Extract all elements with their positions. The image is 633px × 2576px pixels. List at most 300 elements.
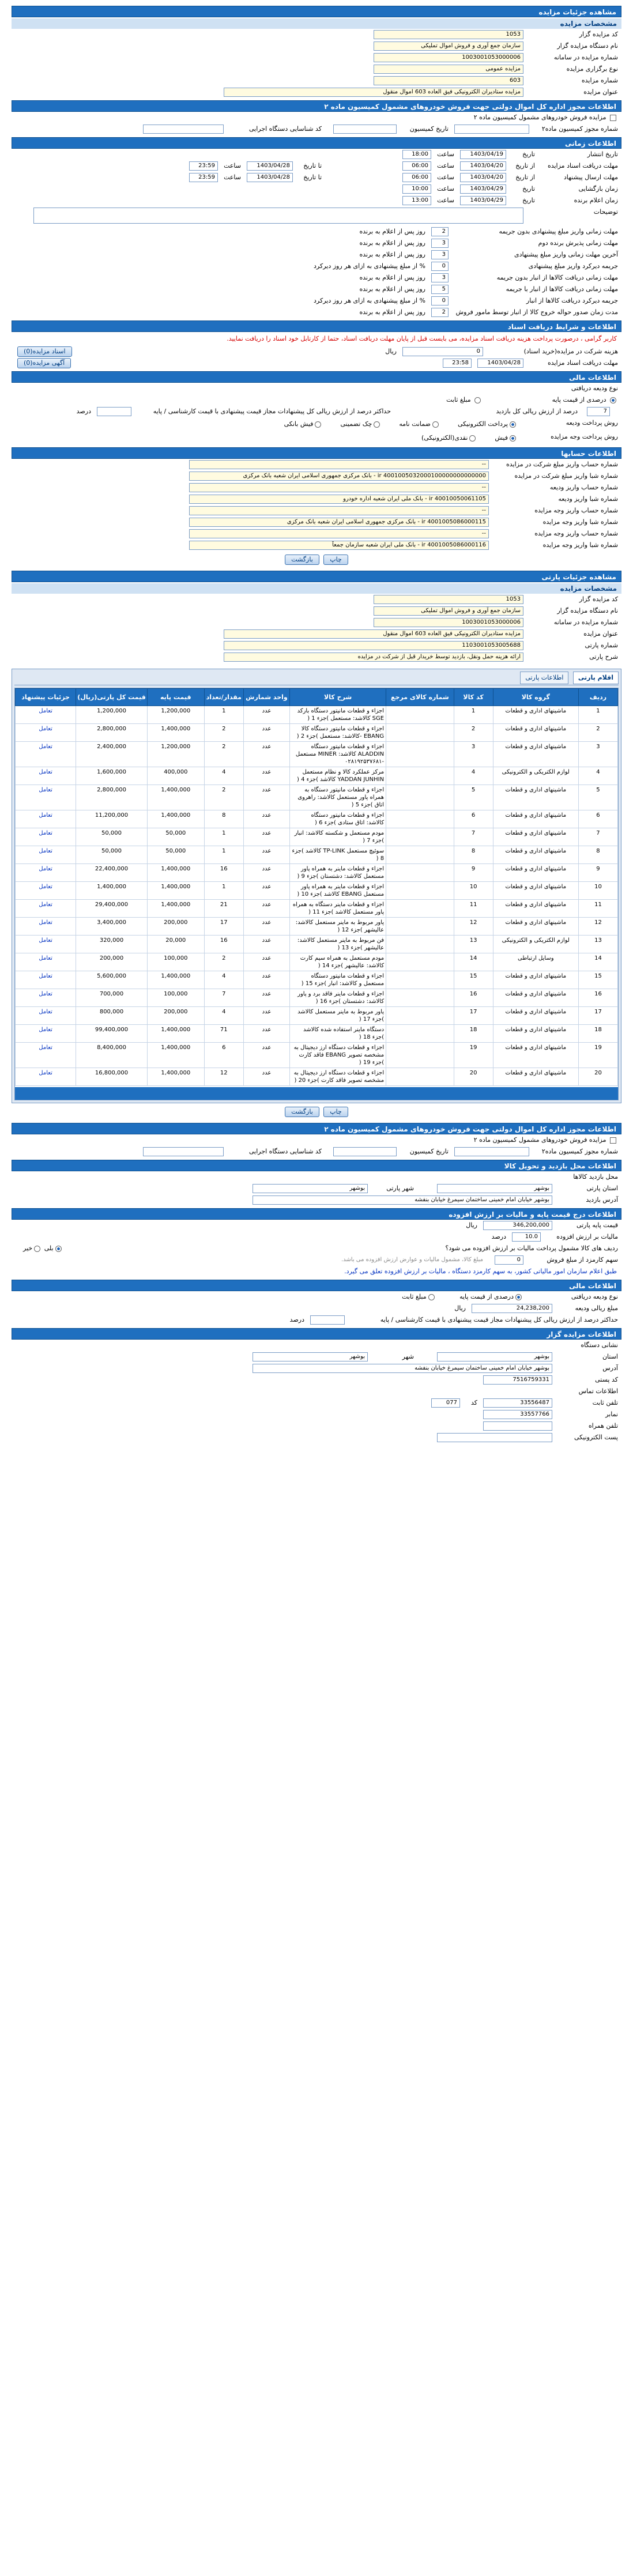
account-value: --: [189, 460, 489, 469]
table-cell: [386, 724, 454, 742]
table-cell: عدد: [243, 900, 289, 918]
finance2-fixed-radio[interactable]: [428, 1294, 435, 1300]
table-cell: 1,400,000: [147, 724, 204, 742]
account-label: شماره شبا واریز وجه مزایده: [542, 541, 618, 549]
table-cell: [386, 767, 454, 785]
province-label: استان پارتی: [586, 1185, 618, 1192]
table-cell: عدد: [243, 767, 289, 785]
table-cell: 800,000: [76, 1007, 148, 1025]
accounts-return-button[interactable]: بازگشت: [285, 555, 319, 565]
table-cell: [386, 810, 454, 828]
table-header-cell: جزئیات پیشنهاد: [16, 689, 76, 706]
party-field-row: [12, 605, 621, 617]
bottom-controls: [12, 1103, 621, 1121]
table-cell: 7: [578, 828, 617, 846]
pay2-method-radio[interactable]: [469, 435, 476, 442]
contact-province-label: استان: [602, 1353, 618, 1360]
license2-checkbox[interactable]: [610, 1137, 616, 1144]
license2-check-row: [12, 1134, 621, 1146]
license-check-label: مزایده فروش خودروهای مشمول کمیسیون ماده ۲: [473, 114, 606, 121]
percent-unit-label: درصد از ارزش ریالی کل بازدید: [496, 408, 578, 415]
table-cell: [386, 742, 454, 767]
timing-row: [12, 183, 621, 195]
row-action-link[interactable]: تعامل: [16, 953, 76, 971]
account-fields: [12, 459, 621, 551]
table-row: [16, 767, 618, 785]
table-cell: 1,400,000: [147, 1068, 204, 1086]
account-label: شماره شبا واریز مبلغ شرکت در مزایده: [514, 472, 618, 480]
timing-time-word: ساعت: [437, 162, 454, 169]
table-cell: 20: [454, 1068, 493, 1086]
finance2-percent-sign: درصد: [289, 1316, 304, 1323]
auction-field-label: نام دستگاه مزایده گزار: [557, 42, 618, 50]
contact-province-row: [12, 1351, 621, 1363]
table-cell: 17: [454, 1007, 493, 1025]
location-province-row: [12, 1183, 621, 1194]
account-label: شماره شبا واریز وجه مزایده: [542, 518, 618, 526]
party-field-row: [12, 594, 621, 605]
postal-field: 7516759331: [483, 1375, 552, 1385]
table-cell: [386, 936, 454, 953]
row-action-link[interactable]: تعامل: [16, 971, 76, 989]
row-action-link[interactable]: تعامل: [16, 864, 76, 882]
deadline-row: [12, 249, 621, 261]
visit-label: محل بازدید کالاها: [573, 1173, 618, 1180]
deadline-row: [12, 261, 621, 272]
table-cell: 99,400,000: [76, 1025, 148, 1043]
row-action-link[interactable]: تعامل: [16, 882, 76, 900]
percent-radio-label: درصدی از قیمت پایه: [552, 396, 606, 403]
account-row: [12, 528, 621, 540]
table-cell: 6: [578, 810, 617, 828]
vat-field: 10.0: [512, 1232, 541, 1242]
table-cell: مودم مستعمل به همراه سیم کارت کالاشد: عالیشهر )جزء 14 (: [290, 953, 386, 971]
table-cell: 3: [578, 742, 617, 767]
contact-address-field: بوشهر خیابان امام خمینی ساختمان سیمرغ خیابان بنفشه: [253, 1364, 552, 1373]
timing-time-word: ساعت: [437, 185, 454, 193]
bottom-return-button[interactable]: بازگشت: [285, 1107, 319, 1117]
table-cell: 22,400,000: [76, 864, 148, 882]
timing-from-word: از تاریخ: [515, 162, 535, 169]
timing-time-word: ساعت: [437, 174, 454, 181]
row-action-link[interactable]: تعامل: [16, 767, 76, 785]
table-cell: [386, 828, 454, 846]
auction-field-value: 1053: [374, 30, 523, 39]
pay-method-radio[interactable]: [374, 421, 380, 428]
email-field[interactable]: [437, 1433, 552, 1442]
percent-radio[interactable]: [610, 397, 616, 403]
row-action-link[interactable]: تعامل: [16, 828, 76, 846]
max-percent-sign: درصد: [76, 408, 91, 415]
max-percent-field[interactable]: [97, 407, 131, 416]
deadline-value: 2: [431, 227, 449, 236]
table-cell: [386, 706, 454, 724]
table-cell: 8,400,000: [76, 1043, 148, 1068]
address-field: بوشهر خیابان امام خمینی ساختمان سیمرغ خیابان بنفشه: [253, 1195, 552, 1205]
license2-code-field[interactable]: [143, 1147, 224, 1156]
vat-question-row: [12, 1243, 621, 1254]
table-cell: 2: [204, 953, 243, 971]
row-action-link[interactable]: تعامل: [16, 706, 76, 724]
license-date-field[interactable]: [333, 125, 397, 134]
table-row: [16, 1025, 618, 1043]
table-cell: 100,000: [147, 989, 204, 1007]
timing-date: 1403/04/29: [460, 184, 506, 194]
vat-note: مبلغ کالا، مشمول مالیات و عوارض ارزش افزوده می باشد.: [341, 1257, 483, 1263]
table-cell: سوئیچ مستعمل TP-LINK کالاشد )جزء 8 (: [290, 846, 386, 864]
phone-label: تلفن ثابت: [592, 1399, 618, 1406]
row-action-link[interactable]: تعامل: [16, 1043, 76, 1068]
deadline-row: [12, 272, 621, 284]
fixed-radio[interactable]: [474, 397, 481, 403]
vat-yes-label: بلی: [44, 1244, 54, 1252]
base-price-currency: ریال: [466, 1221, 477, 1229]
table-cell: اجزاء و قطعات دستگاه ارز دیجیتال به مشخصه تصویر EBANG فاقد کارت )جزء 19 (: [290, 1043, 386, 1068]
finance-pay2-row: [12, 431, 621, 445]
auction-fields: [12, 29, 621, 98]
deadline-label: مهلت زمانی دریافت کالاها از انبار با جریمه: [506, 285, 618, 293]
account-value: ir 4001005086000115 - بانک مرکزی جمهوری اسلامی ایران شعبه بانک مرکزی: [189, 518, 489, 527]
table-header-cell: مقدار/تعداد: [204, 689, 243, 706]
docs-warning: کاربر گرامی ، درصورت پرداخت هزینه دریافت اسناد مزایده، می بایست قبل از پایان مهلت دریافت اسناد، حتما از کارتابل خود اسناد را دریافت نمایید.: [227, 335, 617, 342]
finance2-percent-label: درصدی از قیمت پایه: [459, 1293, 514, 1300]
table-cell: 1: [204, 706, 243, 724]
account-label: شماره شبا واریز ودیعه: [558, 495, 618, 503]
auction-field-label: کد مزایده گزار: [579, 31, 618, 38]
deadline-row: [12, 307, 621, 318]
timing-time-word: ساعت: [224, 162, 241, 169]
email-label: پست الکترونیکی: [574, 1434, 618, 1441]
finance2-guarantee-label: نوع ودیعه دریافتی: [571, 1293, 618, 1300]
table-cell: 50,000: [147, 846, 204, 864]
deadline-value: 0: [431, 262, 449, 271]
max-percent-label: حداکثر درصد از ارزش ریالی کل پیشنهادات مجاز قیمت پیشنهادی با قیمت کارشناسی / پایه: [153, 408, 391, 415]
finance2-amount-row: [12, 1303, 621, 1314]
row-action-link[interactable]: تعامل: [16, 1068, 76, 1086]
deadline-label: مهلت زمانی دریافت کالاها از انبار بدون جریمه: [496, 274, 618, 281]
table-cell: ماشینهای اداری و قطعات: [493, 882, 578, 900]
party-field-value: 1003001053000006: [374, 618, 523, 627]
tab-bar: [14, 672, 619, 685]
table-cell: فن مربوط به ماینر مستعمل کالاشد: عالیشهر )جزء 13 (: [290, 936, 386, 953]
pay-method-label: روش پرداخت ودیعه: [566, 419, 618, 427]
party-field-label: شماره مزایده در سامانه: [553, 618, 618, 626]
auction-field-label: عنوان مزایده: [583, 88, 618, 96]
timing-time: 13:00: [402, 196, 431, 205]
table-cell: 16: [454, 989, 493, 1007]
party-field-label: شماره پارتی: [585, 642, 618, 649]
table-cell: اجزاء و قطعات مانیتور دستگاه به همراه پاور مستعمل کالاشد: راهروی اتاق )جزء 5 (: [290, 785, 386, 810]
table-cell: 4: [454, 767, 493, 785]
table-cell: 2: [578, 724, 617, 742]
table-row: [16, 810, 618, 828]
row-action-link[interactable]: تعامل: [16, 846, 76, 864]
table-cell: 5,600,000: [76, 971, 148, 989]
table-cell: 17: [578, 1007, 617, 1025]
table-row: [16, 742, 618, 767]
pay-method-radio[interactable]: [510, 421, 516, 428]
contact-address-row: [12, 1363, 621, 1374]
contact-city-field: بوشهر: [253, 1352, 368, 1361]
finance2-amount-label: مبلغ ریالی ودیعه: [575, 1304, 618, 1312]
account-value: --: [189, 506, 489, 515]
row-action-link[interactable]: تعامل: [16, 724, 76, 742]
items-table: [15, 688, 618, 1086]
license2-code-label: کد شناسایی دستگاه اجرایی: [248, 1148, 322, 1155]
table-cell: 3: [454, 742, 493, 767]
table-cell: 1: [578, 706, 617, 724]
mobile-row: [12, 1420, 621, 1432]
table-cell: مودم مستعمل و شکسته کالاشد: انبار )جزء 7 (: [290, 828, 386, 846]
party-field-row: [12, 617, 621, 628]
table-cell: ماشینهای اداری و قطعات: [493, 900, 578, 918]
deadline-row: [12, 237, 621, 249]
party-tabs-panel: [12, 669, 621, 1103]
row-action-link[interactable]: تعامل: [16, 900, 76, 918]
table-cell: ماشینهای اداری و قطعات: [493, 864, 578, 882]
deadline-row: [12, 284, 621, 295]
table-cell: 4: [204, 971, 243, 989]
bottom-print-button[interactable]: چاپ: [323, 1107, 348, 1117]
table-cell: 12: [578, 918, 617, 936]
phone-field: 33556487: [483, 1398, 552, 1408]
table-cell: عدد: [243, 953, 289, 971]
share-label: سهم کارمزد از مبلغ فروش: [547, 1256, 618, 1264]
timing-date-word: تاریخ: [522, 185, 535, 193]
table-cell: عدد: [243, 918, 289, 936]
pay-method-radio[interactable]: [432, 421, 439, 428]
table-cell: 16: [204, 864, 243, 882]
accounts-controls: [12, 551, 621, 568]
mobile-field[interactable]: [483, 1421, 552, 1431]
table-cell: 10: [454, 882, 493, 900]
tab-party-info[interactable]: اطلاعات پارتی: [520, 672, 568, 684]
tab-items[interactable]: اقلام پارتی: [573, 672, 619, 684]
row-action-link[interactable]: تعامل: [16, 742, 76, 767]
party-header: مشاهده جزئیات پارتی: [12, 571, 621, 582]
party-subheader: مشخصات مزایده: [12, 583, 621, 594]
table-cell: 19: [578, 1043, 617, 1068]
party-field-value: سازمان جمع آوری و فروش اموال تملیکی: [374, 606, 523, 616]
table-cell: [386, 989, 454, 1007]
table-row: [16, 989, 618, 1007]
contact-info-label: اطلاعات تماس: [578, 1387, 618, 1395]
pay-method-radio[interactable]: [315, 421, 321, 428]
table-cell: 16,800,000: [76, 1068, 148, 1086]
grid-footer: [15, 1087, 618, 1100]
docs-deadline-date: 1403/04/28: [477, 359, 523, 368]
accounts-header: اطلاعات حسابها: [12, 447, 621, 459]
account-row: [12, 482, 621, 493]
account-value: --: [189, 529, 489, 538]
table-row: [16, 864, 618, 882]
row-action-link[interactable]: تعامل: [16, 989, 76, 1007]
auction-field-value: 603: [374, 76, 523, 85]
contact-province-field: بوشهر: [437, 1352, 552, 1361]
vat-no-radio[interactable]: [34, 1246, 40, 1252]
table-cell: لوازم الکتریکی و الکترونیکی: [493, 936, 578, 953]
pay2-method-radio[interactable]: [510, 435, 516, 442]
timing-time: 10:00: [402, 184, 431, 194]
row-action-link[interactable]: تعامل: [16, 810, 76, 828]
account-value: ir 4001005086000116 - بانک ملی ایران شعبه سازمان جمعاً: [189, 541, 489, 550]
docs-download-button[interactable]: اسناد مزایده(0): [17, 346, 72, 357]
location-address-row: [12, 1194, 621, 1206]
table-row: [16, 953, 618, 971]
vat-yes-radio[interactable]: [55, 1246, 62, 1252]
account-label: شماره حساب واریز ودیعه: [549, 484, 618, 491]
finance2-max-row: [12, 1314, 621, 1326]
table-cell: اجزاء و قطعات ماینر به همراه پاور مستعمل EBANG کالاشد )جزء 10 (: [290, 882, 386, 900]
table-cell: 1: [204, 846, 243, 864]
vat-unit: درصد: [491, 1233, 506, 1240]
guarantee-type-label: نوع ودیعه دریافتی: [571, 384, 618, 392]
table-cell: 4: [578, 767, 617, 785]
table-cell: 100,000: [147, 953, 204, 971]
finance2-max-label: حداکثر درصد از ارزش ریالی کل پیشنهادات مجاز قیمت پیشنهادی با قیمت کارشناسی / پایه: [380, 1316, 618, 1323]
table-cell: 8: [578, 846, 617, 864]
table-cell: عدد: [243, 846, 289, 864]
license-code-label: کد شناسایی دستگاه اجرایی: [248, 125, 322, 133]
table-cell: 6: [454, 810, 493, 828]
party-field-label: شرح پارتی: [589, 653, 618, 661]
table-cell: 71: [204, 1025, 243, 1043]
table-cell: 4: [204, 767, 243, 785]
table-row: [16, 918, 618, 936]
table-row: [16, 785, 618, 810]
vat-no-label: خیر: [23, 1244, 33, 1252]
license-num-field[interactable]: [454, 125, 529, 134]
docs-fee-field: 0: [402, 347, 483, 356]
table-cell: 700,000: [76, 989, 148, 1007]
table-cell: 2: [204, 724, 243, 742]
deadline-suffix: روز پس از اعلام به برنده: [359, 239, 425, 247]
table-cell: 5: [454, 785, 493, 810]
share-field: 0: [495, 1255, 523, 1265]
table-cell: 1,400,000: [147, 864, 204, 882]
table-cell: عدد: [243, 810, 289, 828]
table-cell: اجزاء و قطعات مانیتور دستگاه بارکد SGE کالاشد: مستعمل )جزء 1 (: [290, 706, 386, 724]
finance-type-row: [12, 394, 621, 406]
deadline-suffix: % از مبلغ پیشنهادی به ازای هر روز دیرکرد: [314, 297, 425, 304]
pay2-method-label: نقدی(الکترونیکی): [421, 434, 468, 442]
party-field-label: کد مزایده گزار: [579, 595, 618, 603]
table-cell: [386, 1043, 454, 1068]
contact-city-label: شهر: [402, 1353, 414, 1360]
license2-date-label: تاریخ کمیسیون: [409, 1148, 449, 1155]
party-field-row: [12, 640, 621, 651]
deadline-row: [12, 295, 621, 307]
license-code-field[interactable]: [143, 125, 224, 134]
timing-desc-field[interactable]: [33, 208, 523, 224]
share-row: [12, 1254, 621, 1266]
finance2-max-field[interactable]: [310, 1315, 345, 1325]
timing-to-time: 23:59: [189, 173, 218, 182]
row-action-link[interactable]: تعامل: [16, 918, 76, 936]
timing-label: زمان اعلام برنده: [574, 197, 618, 204]
deadline-value: 5: [431, 285, 449, 294]
license-checkbox[interactable]: [610, 115, 616, 121]
code-field: 077: [431, 1398, 460, 1408]
table-cell: اجزاء و قطعات ماینر به همراه پاور مستعمل کالاشد: دشتستان )جزء 9 (: [290, 864, 386, 882]
table-cell: [386, 1025, 454, 1043]
auction-field-row: [12, 86, 621, 98]
base-price-row: [12, 1220, 621, 1231]
auction-field-row: [12, 52, 621, 63]
table-row: [16, 900, 618, 918]
license2-header: اطلاعات مجوز اداره کل اموال دولتی جهت فروش خودروهای مشمول کمیسیون ماده ۲: [12, 1123, 621, 1134]
license2-date-field[interactable]: [333, 1147, 397, 1156]
party-field-label: نام دستگاه مزایده گزار: [557, 607, 618, 614]
timing-to-date: 1403/04/28: [247, 173, 293, 182]
deadline-label: آخرین مهلت زمانی واریز مبلغ پیشنهادی: [514, 251, 618, 258]
timing-header: اطلاعات زمانی: [12, 137, 621, 149]
table-cell: عدد: [243, 864, 289, 882]
table-cell: 1,400,000: [76, 882, 148, 900]
table-cell: 20: [578, 1068, 617, 1086]
party-field-value: ارائه هزینه حمل ونقل، بازدید توسط خریدار قبل از شرکت در مزایده: [224, 653, 523, 662]
finance2-header: اطلاعات مالی: [12, 1280, 621, 1291]
row-action-link[interactable]: تعامل: [16, 936, 76, 953]
table-cell: 7: [204, 989, 243, 1007]
table-cell: [386, 864, 454, 882]
finance2-percent-radio[interactable]: [515, 1294, 522, 1300]
table-cell: 12: [454, 918, 493, 936]
finance2-currency: ریال: [454, 1304, 466, 1312]
table-cell: [386, 1068, 454, 1086]
table-cell: پاور مربوط به ماینر مستعمل کالاشد )جزء 17 (: [290, 1007, 386, 1025]
deadline-value: 2: [431, 308, 449, 317]
table-cell: 14: [578, 953, 617, 971]
pay2-methods: [404, 432, 518, 444]
table-cell: عدد: [243, 882, 289, 900]
row-action-link[interactable]: تعامل: [16, 1025, 76, 1043]
table-cell: ماشینهای اداری و قطعات: [493, 1043, 578, 1068]
table-cell: ماشینهای اداری و قطعات: [493, 706, 578, 724]
org-label: نشانی دستگاه: [581, 1341, 618, 1349]
city-label: شهر پارتی: [386, 1185, 414, 1192]
table-cell: 320,000: [76, 936, 148, 953]
table-cell: 2: [454, 724, 493, 742]
auction-field-row: [12, 40, 621, 52]
row-action-link[interactable]: تعامل: [16, 785, 76, 810]
table-cell: 11: [578, 900, 617, 918]
timing-to-word: تا تاریخ: [303, 162, 322, 169]
table-cell: مرکز عملکرد کالا و نظام مستعمل YADDAN JUNHIN کالاشد )جزء 4 (: [290, 767, 386, 785]
table-cell: ماشینهای اداری و قطعات: [493, 1025, 578, 1043]
row-action-link[interactable]: تعامل: [16, 1007, 76, 1025]
timing-label: زمان بازگشایی: [578, 185, 618, 193]
pay-method-label: فیش بانکی: [284, 420, 314, 428]
docs-header: اطلاعات و شرایط دریافت اسناد: [12, 320, 621, 332]
timing-date: 1403/04/29: [460, 196, 506, 205]
table-cell: لوازم الکتریکی و الکترونیکی: [493, 767, 578, 785]
ads-download-button[interactable]: آگهی مزایده(0): [17, 358, 71, 368]
timing-desc-label: توضیحات: [593, 208, 618, 216]
table-cell: عدد: [243, 989, 289, 1007]
accounts-print-button[interactable]: چاپ: [323, 555, 348, 565]
contact-address-label: آدرس: [602, 1364, 618, 1372]
table-row: [16, 828, 618, 846]
vat-link[interactable]: طبق اعلام سازمان امور مالیاتی کشور، به سهم کارمزد دستگاه ، مالیات بر ارزش افزوده تعلق می گیرد.: [344, 1268, 617, 1275]
timing-row: [12, 160, 621, 172]
fax-field: 33557766: [483, 1410, 552, 1419]
license2-num-field[interactable]: [454, 1147, 529, 1156]
finance2-guarantee-row: [12, 1291, 621, 1303]
license-num-label: شماره مجوز کمیسیون ماده۲: [541, 125, 618, 133]
table-cell: 12: [204, 1068, 243, 1086]
table-cell: 1: [454, 706, 493, 724]
